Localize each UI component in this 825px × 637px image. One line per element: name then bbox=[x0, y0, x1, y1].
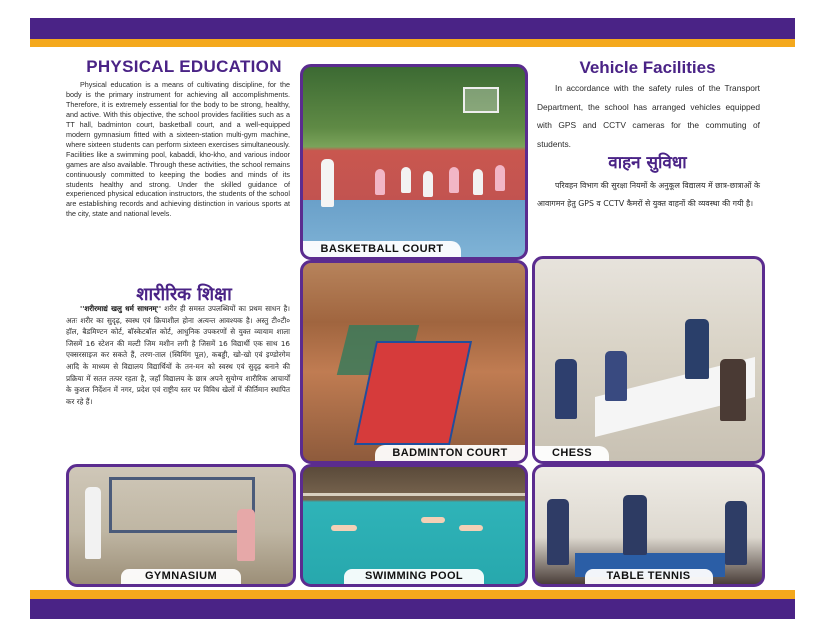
player-figure bbox=[623, 495, 647, 555]
seated-person-figure bbox=[555, 359, 577, 419]
player-figure bbox=[725, 501, 747, 565]
chess-caption: CHESS bbox=[535, 446, 609, 461]
swimming-pool-caption: SWIMMING POOL bbox=[344, 569, 484, 584]
basketball-court-caption: BASKETBALL COURT bbox=[303, 241, 461, 257]
swimmer-figure bbox=[459, 525, 483, 531]
player-figure bbox=[449, 167, 459, 193]
standing-person-figure bbox=[685, 319, 709, 379]
player-figure bbox=[495, 165, 505, 191]
sanskrit-quote: ''शरीरमाद्यं खलु धर्म साधनम्'' bbox=[80, 304, 162, 313]
player-figure bbox=[401, 167, 411, 193]
bottom-purple-band bbox=[30, 599, 795, 619]
player-figure bbox=[423, 171, 433, 197]
red-court-shape bbox=[354, 341, 472, 445]
seated-person-figure bbox=[605, 351, 627, 401]
vehicle-facilities-heading: Vehicle Facilities bbox=[579, 58, 716, 77]
physical-education-text-hindi bbox=[66, 303, 290, 407]
chess-photo bbox=[532, 256, 765, 464]
vehicle-facilities-text: In accordance with the safety rules of the Transport Department, the school has arranged vehicles equipped with GPS and CCTV cameras for the commuting of students. bbox=[537, 83, 760, 149]
player-figure bbox=[375, 169, 385, 195]
vehicle-facilities-heading-hindi: वाहन सुविधा bbox=[608, 153, 687, 173]
gym-machine-shape bbox=[109, 477, 255, 533]
top-purple-band bbox=[30, 18, 795, 39]
player-figure bbox=[547, 499, 569, 565]
student-figure bbox=[85, 487, 101, 559]
gymnasium-photo bbox=[66, 464, 296, 587]
physical-education-text: Physical education is a means of cultivating discipline, for the body is the primary instrument for achieving all accomplishments. Therefore, it is extremely essential for the body to be strong, healthy, and active. With this objective, the school provides facilities such as a TT hall, badminton court, basketball court, and a well-equipped modern gymnasium fitted with a sixteen-station multi-gym machine, where sixteen students can perform sixteen exercises simultaneously. Facilities like a swimming pool, kabaddi, kho-kho, and various indoor games are also available. Through these activities, the school remains continuously committed to keeping the bodies and minds of its students healthy and strong. Under the skilled guidance of experienced physical education instructors, the students of the school are establishing records and achieving distinction in various sports at the city, state and national levels. bbox=[66, 80, 290, 219]
physical-education-heading-hindi: शारीरिक शिक्षा bbox=[136, 284, 232, 305]
gymnasium-caption: GYMNASIUM bbox=[121, 569, 241, 584]
basketball-hoop-icon bbox=[463, 87, 499, 113]
physical-education-heading: PHYSICAL EDUCATION bbox=[86, 57, 282, 76]
table-tennis-caption: TABLE TENNIS bbox=[585, 569, 713, 584]
pool-edge bbox=[303, 493, 525, 496]
swimming-pool-photo bbox=[300, 464, 528, 587]
coach-figure bbox=[321, 159, 334, 207]
player-figure bbox=[473, 169, 483, 195]
swimmer-figure bbox=[331, 525, 357, 531]
physical-education-body-hindi: शरीर ही समस्त उपलब्धियों का प्रथम साधन है। अतः शरीर का सुदृढ़, स्वस्थ एवं क्रियाशील होना अत्यन्त आवश्यक है। अस्तु टी०टी० हॉल, बैडमिण्टन कोर्ट, बॉस्केटबॉल कोर्ट, आधुनिक उपकरणों से युक्त व्यायाम शाला जिसमें 16 स्टेशन की मल्टी जिम मशीन लगी है जिसमें 16 विद्यार्थी एक साथ 16 एक्सरसाइज कर सकते हैं, तरण-ताल (स्विमिंग पूल), कबड्डी, खो-खो एवं इण्डोरगेम आदि के माध्यम से विद्यालय विद्यार्थियों के तन-मन को स्वस्थ एवं सुदृढ़ बनाने की प्रक्रिया में सतत तत्पर रहता है, जहाँ विद्यालय के छात्र अपने सुयोग्य शारीरिक आचार्यों के कुशल निर्देशन में नगर, प्रदेश एवं राष्ट्रीय स्तर पर विविध खेलों में कीर्तिमान स्थापित कर रहे हैं। bbox=[66, 304, 290, 406]
seated-person-figure bbox=[720, 359, 746, 421]
basketball-court-photo bbox=[300, 64, 528, 260]
top-gold-band bbox=[30, 39, 795, 47]
swimmer-figure bbox=[421, 517, 445, 523]
vehicle-facilities-text-hindi: परिवहन विभाग की सुरक्षा नियमों के अनुकूल विद्यालय में छात्र-छात्राओं के आवागमन हेतु GPS व CCTV कैमरों से युक्त वाहनों की व्यवस्था की गयी है। bbox=[537, 181, 760, 208]
bottom-gold-band bbox=[30, 590, 795, 599]
table-tennis-photo bbox=[532, 464, 765, 587]
badminton-court-caption: BADMINTON COURT bbox=[375, 445, 525, 461]
student-figure bbox=[237, 509, 255, 561]
badminton-court-photo bbox=[300, 260, 528, 464]
